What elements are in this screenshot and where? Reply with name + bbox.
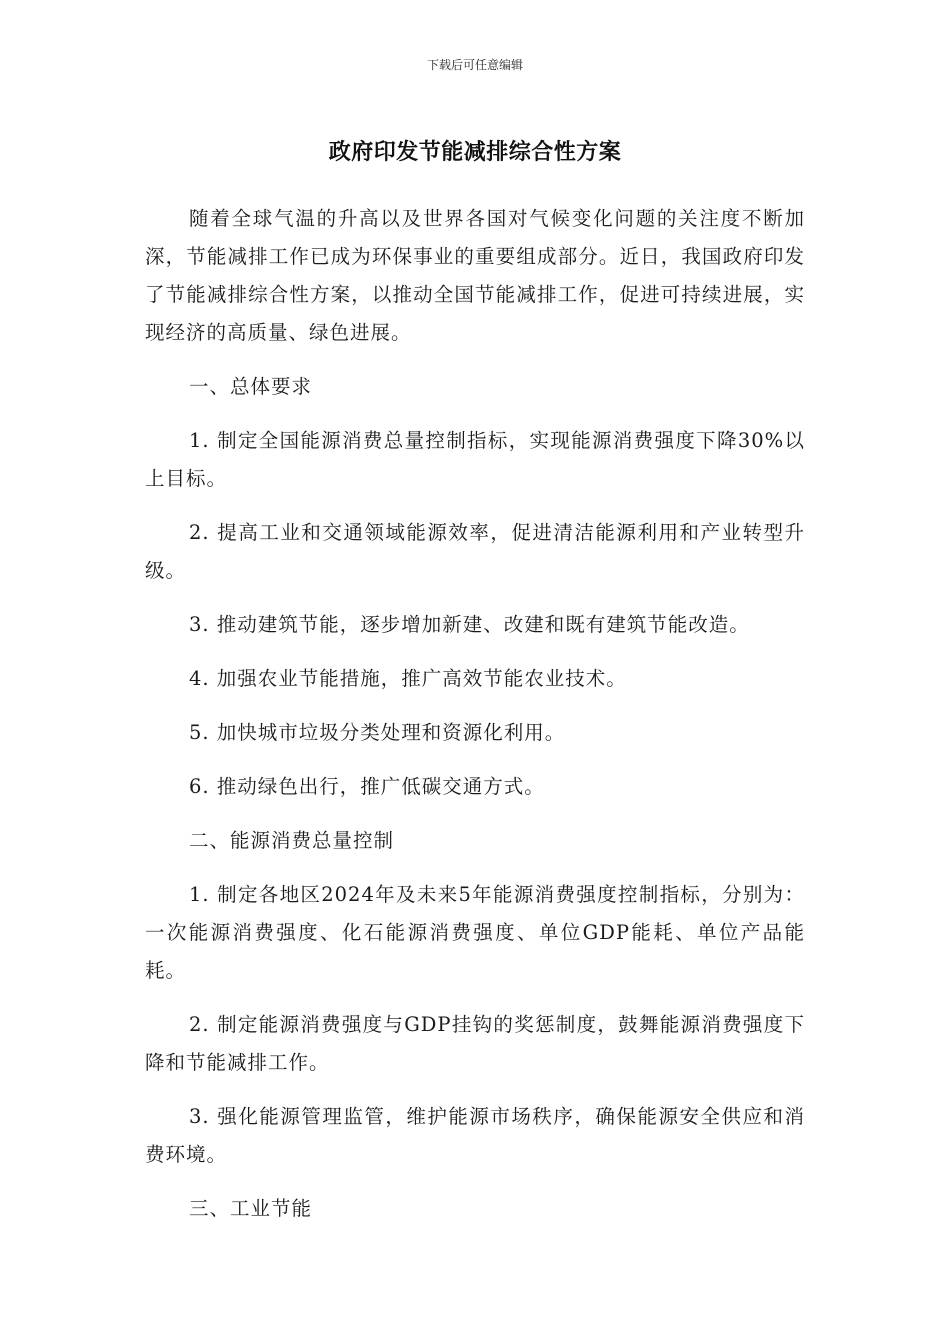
list-item: 1. 制定各地区2024年及未来5年能源消费强度控制指标，分别为：一次能源消费强度、化石能源消费强度、单位GDP能耗、单位产品能耗。 bbox=[145, 883, 805, 982]
section-heading-3: 三、工业节能 bbox=[189, 1197, 313, 1220]
list-item: 4. 加强农业节能措施，推广高效节能农业技术。 bbox=[189, 667, 627, 690]
list-item: 6. 推动绿色出行，推广低碳交通方式。 bbox=[189, 775, 545, 798]
document-body bbox=[145, 200, 805, 1244]
list-item: 3. 推动建筑节能，逐步增加新建、改建和既有建筑节能改造。 bbox=[189, 613, 750, 636]
list-item: 2. 提高工业和交通领域能源效率，促进清洁能源利用和产业转型升级。 bbox=[145, 521, 805, 582]
list-item: 5. 加快城市垃圾分类处理和资源化利用。 bbox=[189, 721, 566, 744]
list-item: 2. 制定能源消费强度与GDP挂钩的奖惩制度，鼓舞能源消费强度下降和节能减排工作。 bbox=[145, 1013, 805, 1074]
section-heading-1: 一、总体要求 bbox=[189, 375, 313, 398]
document-title: 政府印发节能减排综合性方案 bbox=[328, 140, 622, 165]
intro-paragraph: 随着全球气温的升高以及世界各国对气候变化问题的关注度不断加深，节能减排工作已成为环保事业的重要组成部分。近日，我国政府印发了节能减排综合性方案，以推动全国节能减排工作，促进可持续进展，实现经济的高质量、绿色进展。 bbox=[145, 207, 805, 344]
list-item: 3. 强化能源管理监管，维护能源市场秩序，确保能源安全供应和消费环境。 bbox=[145, 1105, 805, 1166]
list-item: 1. 制定全国能源消费总量控制指标，实现能源消费强度下降30%以上目标。 bbox=[145, 429, 805, 490]
page-header-note: 下载后可任意编辑 bbox=[426, 58, 523, 72]
section-heading-2: 二、能源消费总量控制 bbox=[189, 829, 395, 852]
